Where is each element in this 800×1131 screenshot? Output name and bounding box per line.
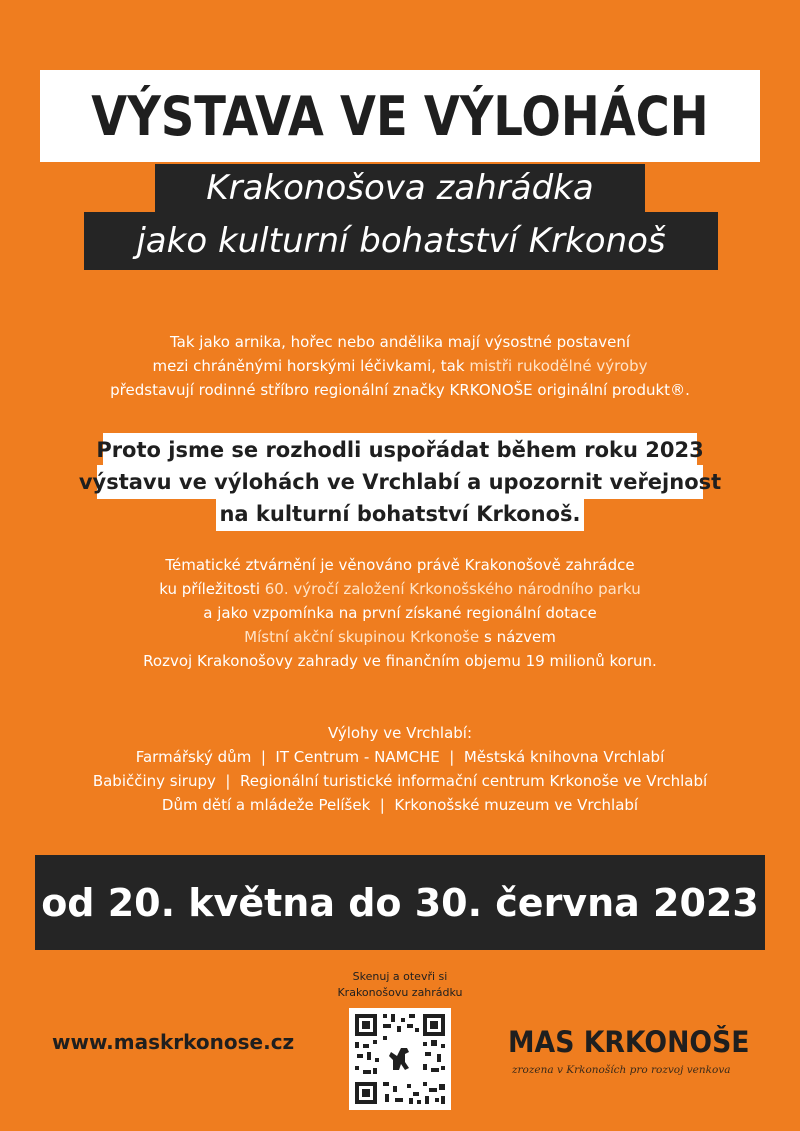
- page-title: VÝSTAVA VE VÝLOHÁCH: [91, 84, 709, 148]
- shops-line: Farmářský dům | IT Centrum - NAMCHE | Městská knihovna Vrchlabí: [135, 748, 665, 766]
- scan-line: Skenuj a otevři si: [352, 970, 448, 983]
- subtitle-text-1: Krakonošova zahrádka: [206, 168, 594, 208]
- qr-code-icon: [349, 1008, 451, 1110]
- theme-paragraph: [0, 553, 800, 673]
- theme-highlight: Místní akční skupinou Krkonoše: [244, 628, 480, 646]
- theme-line: Rozvoj Krakonošovy zahrady ve finančním objemu 19 milionů korun.: [143, 652, 657, 670]
- intro-highlight: mistři rukodělné výroby: [469, 357, 648, 375]
- theme-text: s názvem: [479, 628, 556, 646]
- highlight-line-2: [78, 465, 722, 499]
- shops-line: Dům dětí a mládeže Pelíšek | Krkonošské muzeum ve Vrchlabí: [161, 796, 639, 814]
- highlight-text-3: na kulturní bohatství Krkonoš.: [219, 502, 581, 526]
- intro-text: mezi chráněnými horskými léčivkami, tak: [152, 357, 470, 375]
- highlight-text-2: výstavu ve výlohách ve Vrchlabí a upozornit veřejnost: [78, 470, 722, 494]
- event-date: od 20. května do 30. června 2023: [41, 880, 759, 925]
- date-banner: [35, 855, 765, 950]
- theme-highlight: 60. výročí založení Krkonošského národního parku: [264, 580, 641, 598]
- theme-line: [0, 577, 800, 601]
- title-banner: [40, 70, 760, 162]
- theme-line: Tématické ztvárnění je věnováno právě Krakonošově zahrádce: [165, 556, 635, 574]
- subtitle-text-2: jako kulturní bohatství Krkonoš: [136, 221, 666, 261]
- qr-code[interactable]: [349, 1008, 451, 1110]
- scan-line: Krakonošovu zahrádku: [337, 986, 463, 999]
- highlight-text-1: Proto jsme se rozhodli uspořádat během roku 2023: [96, 438, 704, 462]
- theme-line: [0, 625, 800, 649]
- intro-line: [0, 354, 800, 378]
- intro-line: Tak jako arnika, hořec nebo andělika mají výsostné postavení: [169, 333, 631, 351]
- scan-instructions: [300, 969, 500, 1001]
- theme-text: ku příležitosti: [159, 580, 265, 598]
- logo-tagline: zrozena v Krkonoších pro rozvoj venkova: [512, 1064, 731, 1076]
- intro-line: představují rodinné stříbro regionální značky KRKONOŠE originální produkt®.: [110, 381, 690, 399]
- highlight-line-1: [96, 433, 704, 467]
- shops-list: [0, 721, 800, 817]
- subtitle-line-1: [155, 164, 645, 212]
- subtitle-line-2: [84, 212, 718, 270]
- shops-line: Babiččiny sirupy | Regionální turistické informační centrum Krkonoše ve Vrchlabí: [92, 772, 708, 790]
- website-link[interactable]: www.maskrkonose.cz: [52, 1030, 295, 1054]
- shops-heading: Výlohy ve Vrchlabí:: [327, 724, 473, 742]
- mas-krkonose-logo: [508, 1025, 748, 1085]
- theme-line: a jako vzpomínka na první získané regionální dotace: [203, 604, 597, 622]
- intro-paragraph: [0, 330, 800, 402]
- logo-wordmark: MAS KRKONOŠE: [508, 1025, 750, 1059]
- highlight-line-3: [216, 497, 584, 531]
